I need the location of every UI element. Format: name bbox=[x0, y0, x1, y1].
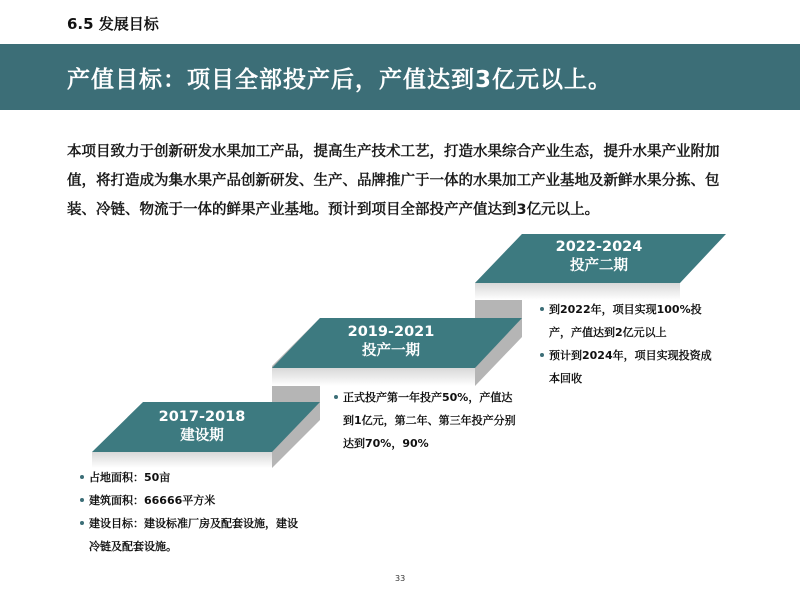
bullet-dot-icon bbox=[80, 498, 84, 502]
stage-2-years: 2019-2021 bbox=[347, 324, 435, 340]
bullet-text: 到2022年，项目实现100%投产，产值达到2亿元以上 bbox=[549, 303, 702, 339]
page-number: 33 bbox=[395, 574, 406, 583]
stage-1-name: 建设期 bbox=[180, 428, 224, 444]
stage-1-label bbox=[127, 408, 277, 446]
bullet-dot-icon bbox=[80, 475, 84, 479]
bullet-text: 建筑面积：66666平方米 bbox=[89, 494, 216, 507]
stage-3-years: 2022-2024 bbox=[555, 239, 643, 255]
bullet-text: 建设目标：建设标准厂房及配套设施，建设冷链及配套设施。 bbox=[89, 517, 298, 553]
stage-3-name: 投产二期 bbox=[570, 258, 628, 274]
bullet-dot-icon bbox=[540, 307, 544, 311]
list-item bbox=[540, 298, 720, 344]
bullet-text: 预计到2024年，项目实现投资成本回收 bbox=[549, 349, 712, 385]
bullet-text: 占地面积：50亩 bbox=[89, 471, 171, 484]
intro-paragraph: 本项目致力于创新研发水果加工产品，提高生产技术工艺，打造水果综合产业生态，提升水果产业附加值，将打造成为集水果产品创新研发、生产、品牌推广于一体的水果加工产业基地及新鲜水果分拣、包装、冷链、物流于一体的鲜果产业基地。预计到项目全部投产产值达到3亿元以上。 bbox=[67, 144, 720, 218]
list-item bbox=[334, 386, 519, 455]
list-item bbox=[80, 466, 305, 489]
section-title: 6.5 发展目标 bbox=[67, 15, 159, 33]
bullet-dot-icon bbox=[80, 521, 84, 525]
stage-3-bullets bbox=[540, 298, 720, 390]
bullet-text: 正式投产第一年投产50%，产值达到1亿元，第二年、第三年投产分别达到70%，90% bbox=[343, 391, 516, 450]
list-item bbox=[540, 344, 720, 390]
stage-2-bullets bbox=[334, 386, 519, 455]
bullet-dot-icon bbox=[334, 395, 338, 399]
bullet-dot-icon bbox=[540, 353, 544, 357]
banner-title: 产值目标：项目全部投产后，产值达到3亿元以上。 bbox=[67, 67, 613, 93]
list-item bbox=[80, 512, 305, 558]
stage-1-bullets bbox=[80, 466, 305, 558]
stage-2-name: 投产一期 bbox=[362, 343, 420, 359]
list-item bbox=[80, 489, 305, 512]
stage-1-years: 2017-2018 bbox=[158, 409, 246, 425]
stage-2-label bbox=[316, 323, 466, 361]
step-shadow-2 bbox=[272, 368, 475, 386]
stage-3-label bbox=[524, 238, 674, 276]
